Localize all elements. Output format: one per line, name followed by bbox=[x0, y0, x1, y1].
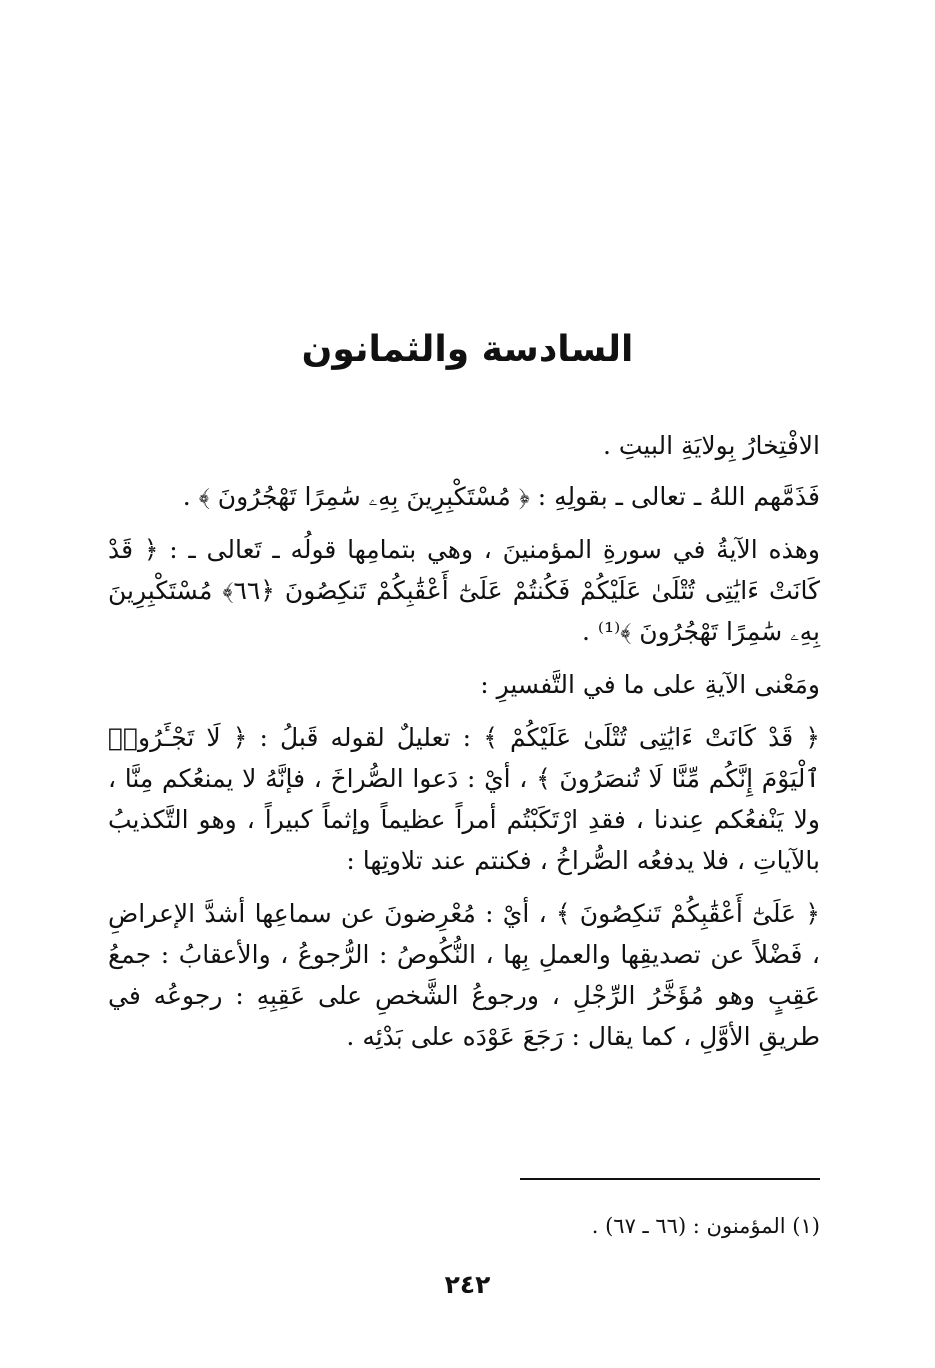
paragraph-1: الافْتِخارُ بِولايَةِ البيتِ . bbox=[602, 431, 820, 460]
paragraph-5: ﴿ قَدْ كَانَتْ ءَايَٰتِى تُتْلَىٰ عَلَيْكُمْ ﴾ : تعليلٌ لقوله قَبلُ : ﴿ لَا تَجْـَٔرُوا۟ ٱلْيَوْمَ إِنَّكُم مِّنَّا لَا تُنصَرُونَ ﴾ ، أيْ : دَعوا الصُّراخَ ، فإنَّهُ لا يمنعُكم مِنَّا ، ولا يَنْفعُكم عِندنا ، فقدِ ارْتَكَبْتُم أمراً عظيماً وإثماً كبيراً ، وهو التَّكذيبُ بالآياتِ ، فلا يدفعُه الصُّراخُ ، فكنتم عند تلاوتِها : bbox=[108, 723, 820, 875]
footnote: (١) المؤمنون : (٦٦ ـ ٦٧) . bbox=[591, 1214, 820, 1238]
paragraph-4: ومَعْنى الآيةِ على ما في التَّفسيرِ : bbox=[480, 670, 820, 699]
paragraph-6: ﴿ عَلَىٰٓ أَعْقَٰبِكُمْ تَنكِصُونَ ﴾ ، أيْ : مُعْرِضونَ عن سماعِها أشدَّ الإعراضِ ، فَضْلاً عن تصديقِها والعملِ بِها ، النُّكُوصُ : الرُّجوعُ ، والأعقابُ : جمعُ عَقِبٍ وهو مُؤَخَّرُ الرِّجْلِ ، ورجوعُ الشَّخصِ على عَقِبِهِ : رجوعُه في طريقِ الأوَّلِ ، كما يقال : رَجَعَ عَوْدَه على بَدْئِه . bbox=[108, 899, 820, 1051]
section-title: السادسة والثمانون bbox=[301, 329, 634, 370]
footnote-divider bbox=[520, 1178, 820, 1180]
body-text bbox=[108, 425, 820, 1069]
paragraph-3: وهذه الآيةُ في سورةِ المؤمنينَ ، وهي بتمامِها قولُه ـ تَعالى ـ : ﴿ قَدْ كَانَتْ ءَايَٰتِى تُتْلَىٰ عَلَيْكُمْ فَكُنتُمْ عَلَىٰٓ أَعْقَٰبِكُمْ تَنكِصُونَ ﴿٦٦﴾ مُسْتَكْبِرِينَ بِهِۦ سَٰمِرًا تَهْجُرُونَ ﴾⁽¹⁾ . bbox=[108, 535, 820, 646]
page-number: ٢٤٢ bbox=[444, 1270, 491, 1299]
paragraph-2: فَذَمَّهم اللهُ ـ تعالى ـ بقولِهِ : ﴿ مُسْتَكْبِرِينَ بِهِۦ سَٰمِرًا تَهْجُرُونَ ﴾ . bbox=[182, 482, 820, 511]
